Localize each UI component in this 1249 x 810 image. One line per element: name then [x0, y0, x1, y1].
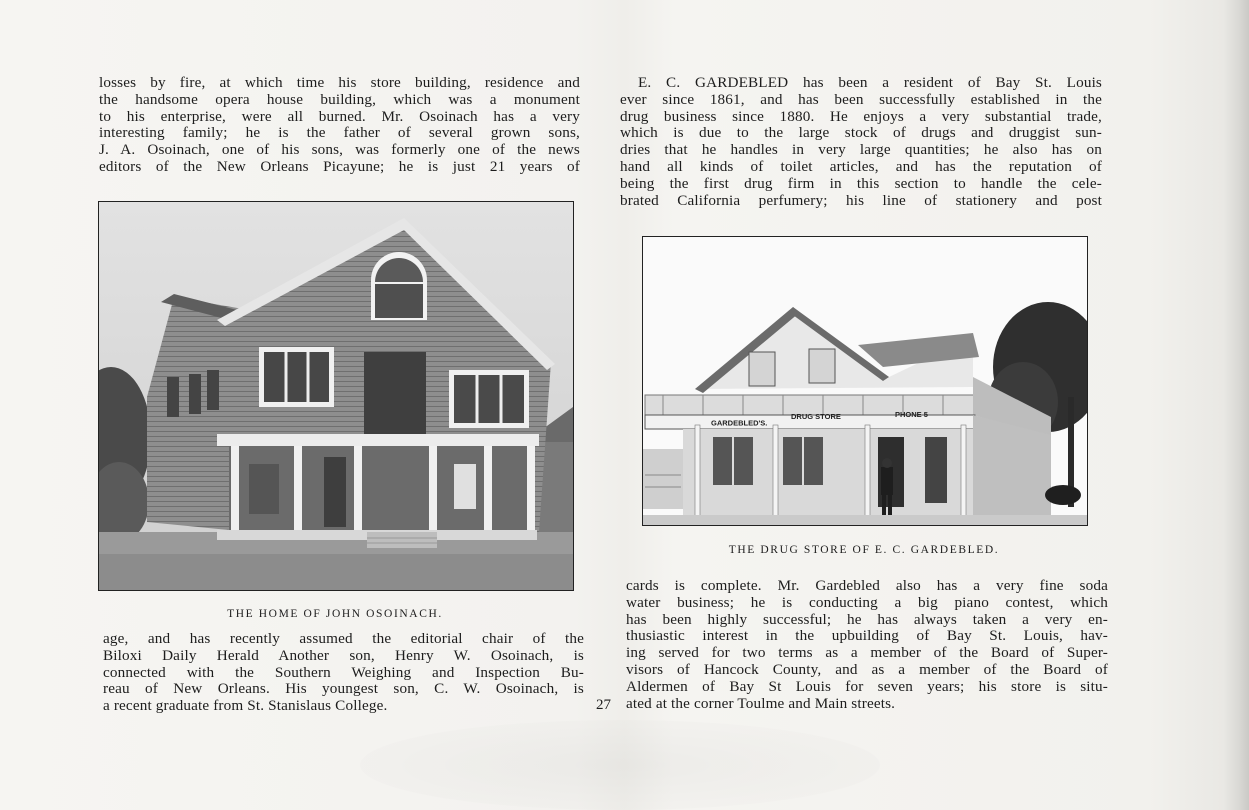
text-line: Biloxi Daily Herald Another son, Henry W. Osoinach, is [103, 646, 584, 664]
text-line: age, and has recently assumed the editorial chair of the [103, 630, 584, 647]
osoinach-home-photo [98, 201, 574, 591]
text-line: losses by fire, at which time his store building, residence and [99, 74, 580, 91]
text-line: ated at the corner Toulme and Main streets. [626, 694, 896, 712]
right-column-top-text [620, 75, 1102, 209]
text-line: which is due to the large stock of drugs and druggist sun- [620, 124, 1102, 142]
text-line: reau of New Orleans. His youngest son, C. W. Osoinach, is [103, 680, 584, 698]
left-column-top-text [99, 75, 580, 176]
text-line: a recent graduate from St. Stanislaus College. [103, 697, 388, 715]
store-sign-phone: PHONE 5 [895, 410, 928, 419]
page-edge-shadow [1223, 0, 1249, 810]
text-line: the handsome opera house building, which was a monument [99, 90, 580, 108]
text-line: ever since 1861, and has been successfully established in the [620, 90, 1102, 108]
text-line: connected with the Southern Weighing and Inspection Bu- [103, 663, 584, 681]
page-number: 27 [596, 697, 611, 713]
text-line: E. C. GARDEBLED has been a resident of Bay St. Louis [638, 74, 1102, 91]
text-line: interesting family; he is the father of several grown sons, [99, 124, 580, 142]
osoinach-photo-caption: THE HOME OF JOHN OSOINACH. [227, 608, 443, 620]
text-line: has been highly successful; he has always taken a very en- [626, 610, 1108, 628]
text-line: J. A. Osoinach, one of his sons, was formerly one of the news [99, 141, 580, 159]
gardebled-photo-caption: THE DRUG STORE OF E. C. GARDEBLED. [728, 544, 1000, 556]
text-line: being the first drug firm in this section to handle the cele- [620, 174, 1102, 192]
store-sign-name: GARDEBLED'S. [711, 418, 768, 428]
text-line: visors of Hancock County, and as a member of the Board of [626, 660, 1108, 678]
text-line: cards is complete. Mr. Gardebled also has a very fine soda [626, 577, 1108, 594]
text-line: editors of the New Orleans Picayune; he is just 21 years of [99, 157, 580, 175]
store-sign-business: DRUG STORE [791, 412, 841, 421]
text-line: to his enterprise, were all burned. Mr. Osoinach has a very [99, 107, 580, 125]
gardebled-drug-store-photo [642, 236, 1088, 526]
paper-stain [360, 720, 880, 810]
text-line: thusiastic interest in the upbuilding of Bay St. Louis, hav- [626, 627, 1108, 645]
text-line: brated California perfumery; his line of stationery and post [620, 191, 1102, 209]
text-line: hand all kinds of toilet articles, and has the reputation of [620, 157, 1102, 175]
right-column-bottom-text [626, 578, 1108, 712]
text-line: ing served for two terms as a member of the Board of Super- [626, 644, 1108, 662]
text-line: Aldermen of Bay St Louis for seven years; his store is situ- [626, 677, 1108, 695]
text-line: water business; he is conducting a big piano contest, which [626, 593, 1108, 611]
text-line: dries that he handles in very large quantities; he also has on [620, 141, 1102, 159]
text-line: drug business since 1880. He enjoys a very substantial trade, [620, 107, 1102, 125]
left-column-bottom-text [103, 631, 584, 715]
